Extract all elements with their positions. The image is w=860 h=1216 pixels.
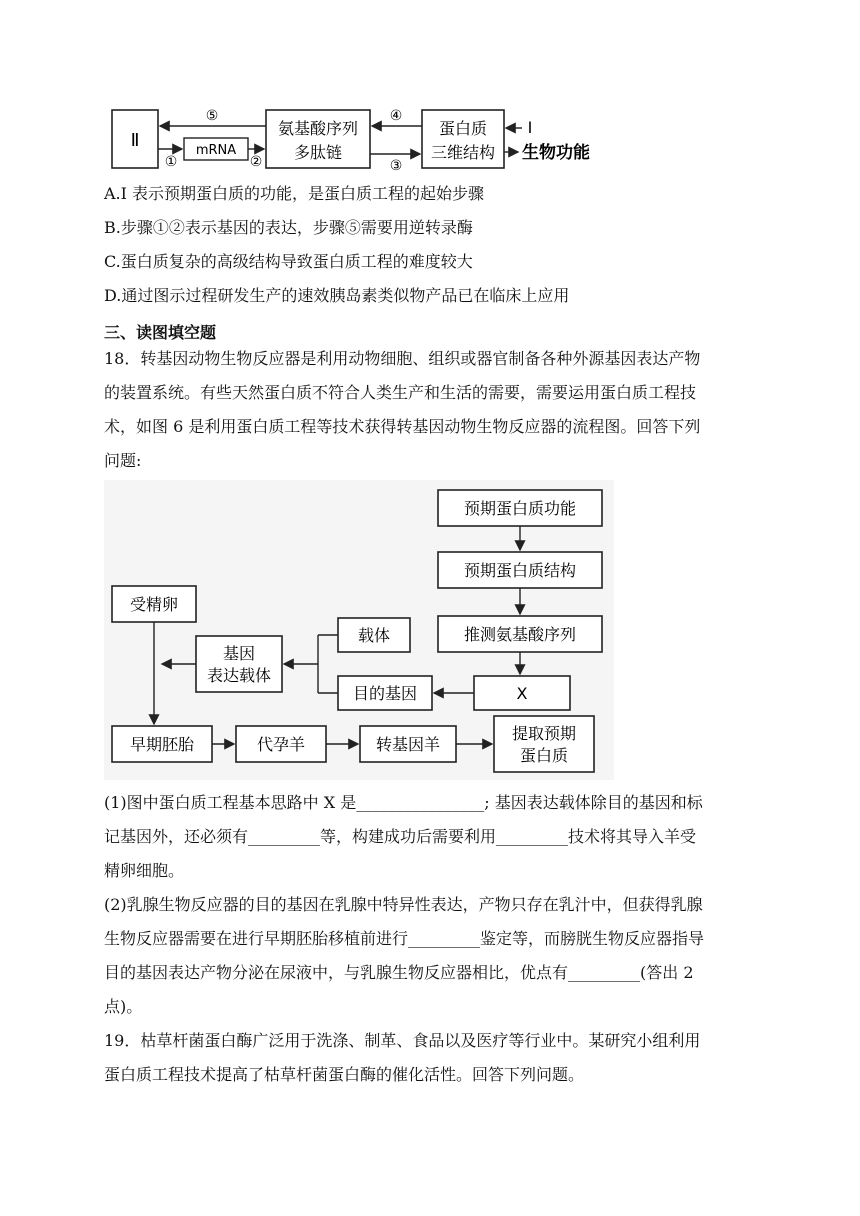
option-b: B.步骤①②表示基因的表达，步骤⑤需要用逆转录酶 [104, 218, 473, 237]
option-c: C.蛋白质复杂的高级结构导致蛋白质工程的难度较大 [104, 252, 473, 271]
q18-sub2-line1: (2)乳腺生物反应器的目的基因在乳腺中特异性表达，产物只存在乳汁中，但获得乳腺 [104, 895, 703, 914]
surrogate-label: 代孕羊 [256, 735, 306, 754]
protein-line2: 三维结构 [430, 143, 496, 162]
infer-amino-acid-label: 推测氨基酸序列 [463, 625, 577, 644]
fertilized-egg-label: 受精卵 [129, 595, 179, 614]
transgenic-bioreactor-flowchart [104, 480, 614, 780]
expression-vector-line2: 表达载体 [206, 666, 272, 685]
mrna-label: mRNA [195, 143, 237, 158]
step1-label: ① [164, 154, 178, 170]
label-i: Ⅰ [527, 118, 533, 137]
step3-label: ③ [389, 158, 403, 174]
extract-protein-line1: 提取预期 [511, 724, 577, 743]
q18-sub2-line3: 目的基因表达产物分泌在尿液中，与乳腺生物反应器相比，优点有_________(答出 2 [104, 963, 694, 982]
q18-line1: 18．转基因动物生物反应器是利用动物细胞、组织或器官制备各种外源基因表达产物 [104, 349, 701, 368]
box-ii-label: Ⅱ [130, 130, 140, 151]
function-label: 生物功能 [522, 143, 590, 163]
q18-sub1-line2: 记基因外，还必须有_________等，构建成功后需要利用_________技术将其导入羊受 [104, 827, 697, 846]
q18-line4: 问题: [104, 451, 142, 470]
early-embryo-label: 早期胚胎 [129, 735, 195, 754]
expression-vector-line1: 基因 [222, 644, 256, 663]
amino-acid-line2: 多肽链 [293, 143, 343, 162]
protein-line1: 蛋白质 [438, 119, 488, 138]
q18-sub2-line4: 点)。 [104, 997, 143, 1016]
option-a: A.I 表示预期蛋白质的功能，是蛋白质工程的起始步骤 [104, 184, 485, 203]
expected-structure-label: 预期蛋白质结构 [463, 561, 577, 580]
target-gene-label: 目的基因 [352, 684, 418, 703]
expected-function-label: 预期蛋白质功能 [463, 499, 577, 518]
step5-label: ⑤ [205, 108, 219, 124]
step4-label: ④ [389, 108, 403, 124]
q18-line3: 术，如图 6 是利用蛋白质工程等技术获得转基因动物生物反应器的流程图。回答下列 [104, 417, 701, 436]
q18-sub2-line2: 生物反应器需要在进行早期胚胎移植前进行_________鉴定等，而膀胱生物反应器指导 [104, 929, 705, 948]
transgenic-sheep-label: 转基因羊 [375, 735, 441, 754]
q18-sub1-line1: (1)图中蛋白质工程基本思路中 X 是________________; 基因表达载体除目的基因和标 [104, 793, 703, 812]
option-d: D.通过图示过程研发生产的速效胰岛素类似物产品已在临床上应用 [104, 286, 570, 305]
extract-protein-line2: 蛋白质 [519, 746, 569, 765]
amino-acid-line1: 氨基酸序列 [277, 119, 359, 138]
q18-line2: 的装置系统。有些天然蛋白质不符合人类生产和生活的需要，需要运用蛋白质工程技 [104, 383, 697, 402]
section-title: 三、读图填空题 [104, 323, 217, 342]
step2-label: ② [249, 154, 263, 170]
x-label: X [516, 684, 528, 703]
protein-engineering-cycle-diagram [104, 100, 624, 180]
q19-line1: 19．枯草杆菌蛋白酶广泛用于洗涤、制革、食品以及医疗等行业中。某研究小组利用 [104, 1031, 701, 1050]
q19-line2: 蛋白质工程技术提高了枯草杆菌蛋白酶的催化活性。回答下列问题。 [104, 1065, 585, 1084]
vector-label: 载体 [357, 626, 391, 645]
q18-sub1-line3: 精卵细胞。 [104, 861, 185, 880]
